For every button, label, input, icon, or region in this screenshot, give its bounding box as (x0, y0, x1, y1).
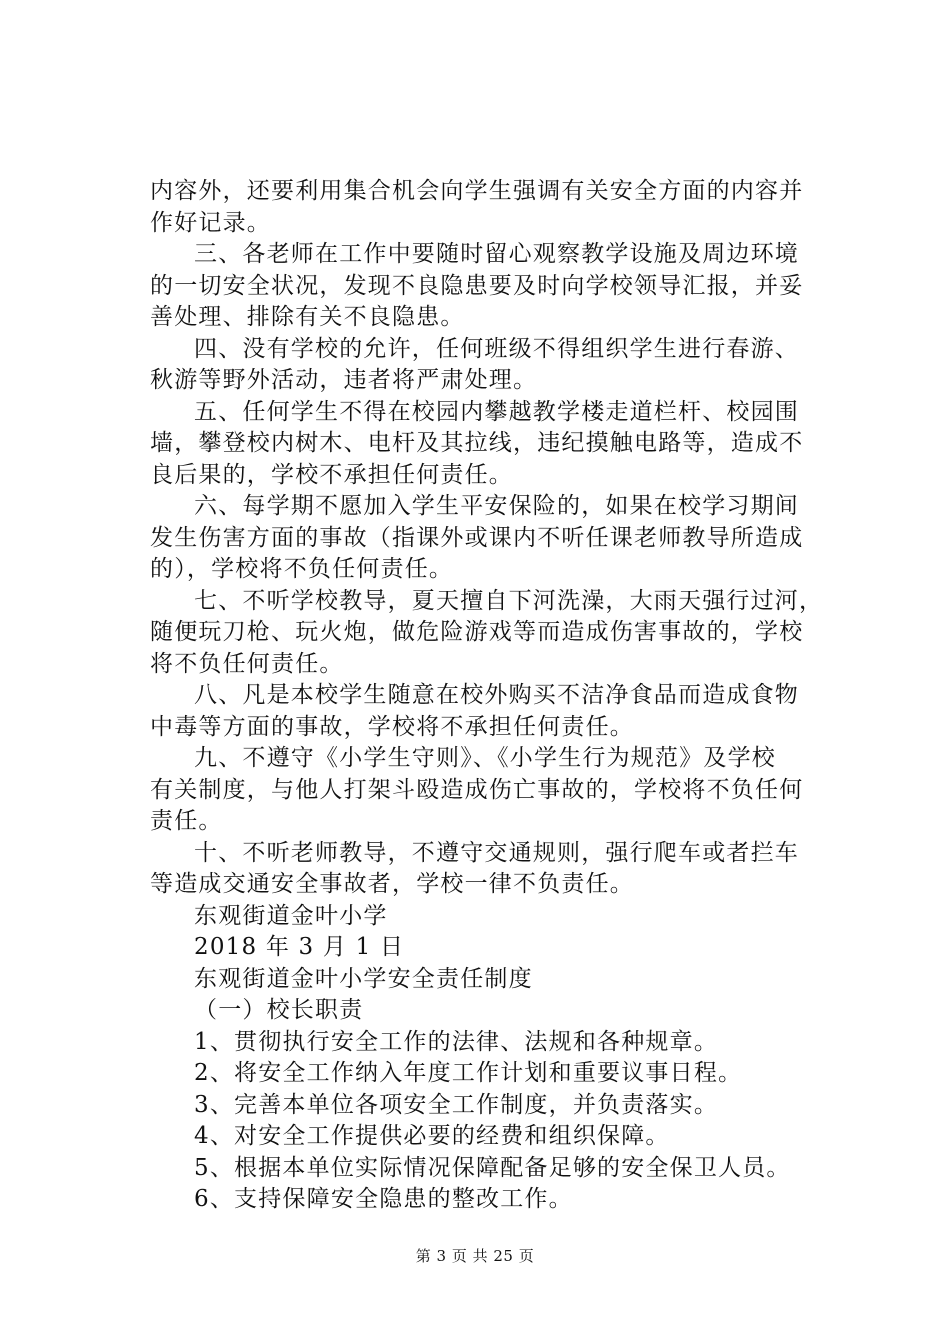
text-line: 十、不听老师教导，不遵守交通规则，强行爬车或者拦车 (194, 839, 799, 866)
text-line: 的一切安全状况，发现不良隐患要及时向学校领导汇报，并妥 (150, 272, 804, 299)
text-line: 内容外，还要利用集合机会向学生强调有关安全方面的内容并 (150, 178, 804, 204)
text-line: 等造成交通安全事故者，学校一律不负责任。 (150, 871, 634, 897)
text-line: 责任。 (150, 808, 223, 834)
text-line: 六、每学期不愿加入学生平安保险的，如果在校学习期间 (194, 493, 799, 519)
text-line: 作好记录。 (150, 209, 271, 236)
text-line: 有关制度，与他人打架斗殴造成伤亡事故的，学校将不负任何 (150, 776, 804, 803)
text-line: 的），学校将不负任何责任。 (150, 556, 454, 582)
text-line: 东观街道金叶小学 (194, 902, 388, 929)
text-line: 将不负任何责任。 (150, 650, 344, 677)
text-line: 五、任何学生不得在校园内攀越教学楼走道栏杆、校园围 (194, 398, 799, 425)
text-line: 随便玩刀枪、玩火炮，做危险游戏等而造成伤害事故的，学校 (150, 619, 804, 645)
text-line: 善处理、排除有关不良隐患。 (150, 304, 465, 330)
text-line: 秋游等野外活动，违者将严肃处理。 (150, 367, 538, 393)
document-body (150, 176, 830, 1216)
text-line: 6、支持保障安全隐患的整改工作。 (194, 1186, 573, 1212)
text-line: 3、完善本单位各项安全工作制度，并负责落实。 (194, 1091, 719, 1118)
text-line: 中毒等方面的事故，学校将不承担任何责任。 (150, 713, 634, 740)
text-line: 4、对安全工作提供必要的经费和组织保障。 (194, 1123, 670, 1149)
text-line: 四、没有学校的允许，任何班级不得组织学生进行春游、 (194, 335, 799, 362)
text-line: 墙，攀登校内树木、电杆及其拉线，违纪摸触电路等，造成不 (150, 430, 804, 456)
text-line: 1、贯彻执行安全工作的法律、法规和各种规章。 (194, 1028, 719, 1055)
text-line: 三、各老师在工作中要随时留心观察教学设施及周边环境 (194, 241, 799, 267)
text-line: 2018 年 3 月 1 日 (194, 934, 405, 960)
text-line: 东观街道金叶小学安全责任制度 (194, 965, 533, 992)
text-line: 八、凡是本校学生随意在校外购买不洁净食品而造成食物 (194, 682, 799, 708)
text-line: 2、将安全工作纳入年度工作计划和重要议事日程。 (194, 1060, 743, 1086)
text-line: （一）校长职责 (194, 997, 364, 1023)
page-number-footer: 第 3 页 共 25 页 (415, 1247, 535, 1265)
text-line: 良后果的，学校不承担任何责任。 (150, 461, 513, 488)
text-line: 九、不遵守《小学生守则》、《小学生行为规范》及学校 (194, 745, 776, 771)
text-line: 发生伤害方面的事故（指课外或课内不听任课老师教导所造成 (150, 524, 804, 551)
text-line: 5、根据本单位实际情况保障配备足够的安全保卫人员。 (194, 1154, 791, 1181)
text-line: 七、不听学校教导，夏天擅自下河洗澡，大雨天强行过河， (194, 587, 824, 614)
